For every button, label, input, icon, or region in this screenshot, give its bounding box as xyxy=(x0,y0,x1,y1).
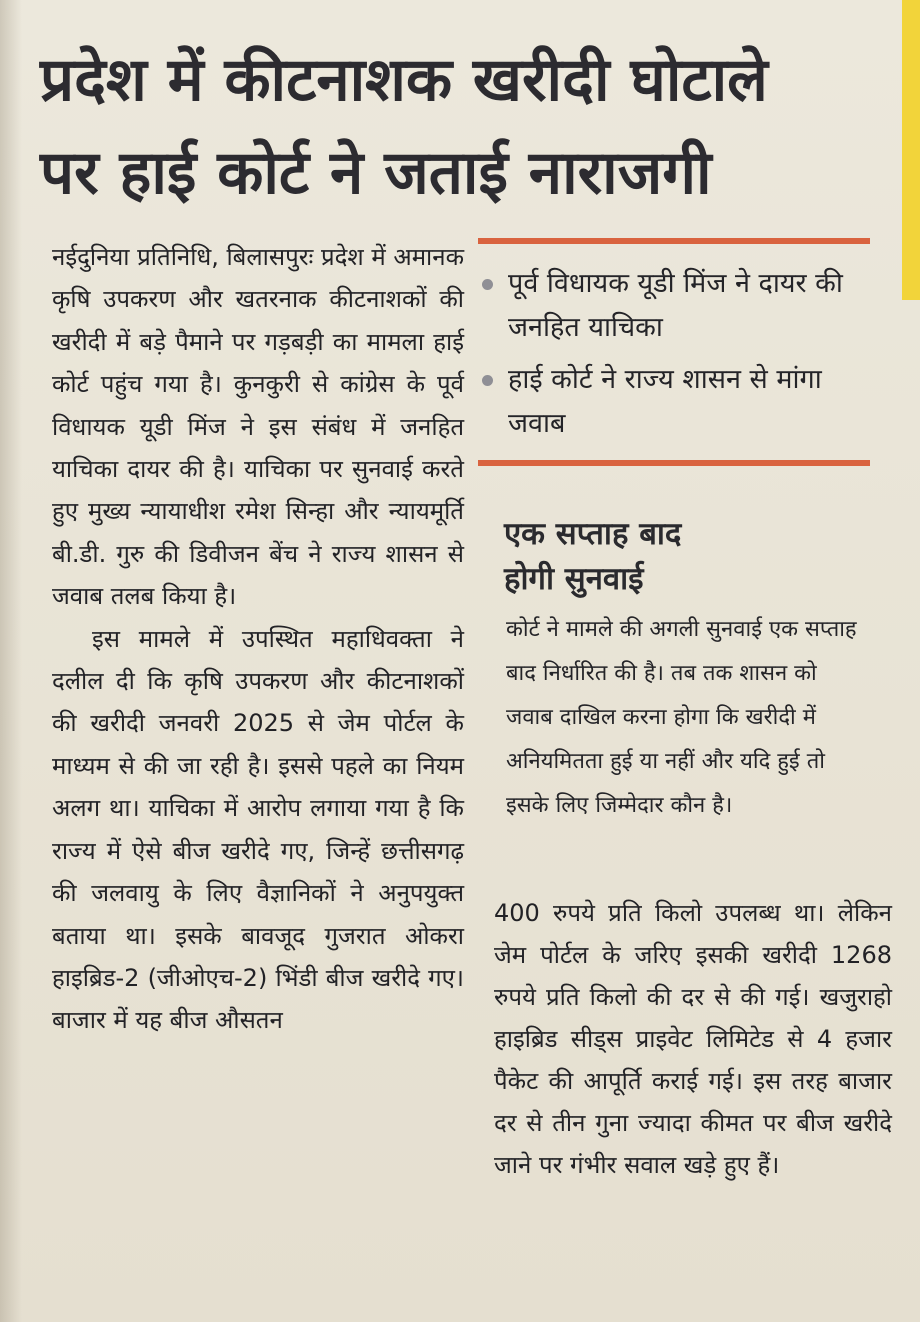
page-edge-shadow xyxy=(0,0,22,1322)
highlight-item xyxy=(478,262,878,350)
highlight-text: पूर्व विधायक यूडी मिंज ने दायर की जनहित याचिका xyxy=(508,268,843,343)
article-paragraph-3: 400 रुपये प्रति किलो उपलब्ध था। लेकिन जेम पोर्टल के जरिए इसकी खरीदी 1268 रुपये प्रति किलो की दर से की गई। खजुराहो हाइब्रिड सीड्स प्राइवेट लिमिटेड से 4 हजार पैकेट की आपूर्ति कराई गई। इस तरह बाजार दर से तीन गुना ज्यादा कीमत पर बीज खरीदे जाने पर गंभीर सवाल खड़े हुए हैं। xyxy=(494,899,892,1179)
highlight-text: हाई कोर्ट ने राज्य शासन से मांगा जवाब xyxy=(508,364,822,439)
highlights-bottom-rule xyxy=(478,460,870,466)
adjacent-page-strip xyxy=(902,0,920,300)
bullet-dot-icon xyxy=(482,279,493,290)
highlights-top-rule xyxy=(478,238,870,244)
bullet-dot-icon xyxy=(482,375,493,386)
headline-line-2: पर हाई कोर्ट ने जताई नाराजगी xyxy=(40,138,712,208)
sidebar-subhead xyxy=(504,512,834,602)
sidebar-body: कोर्ट ने मामले की अगली सुनवाई एक सप्ताह बाद निर्धारित की है। तब तक शासन को जवाब दाखिल करना होगा कि खरीदी में अनियमितता हुई या नहीं और यदि हुई तो इसके लिए जिम्मेदार कौन है। xyxy=(506,617,857,818)
headline xyxy=(40,34,880,220)
article-left-column xyxy=(52,236,464,1042)
headline-line-1: प्रदेश में कीटनाशक खरीदी घोटाले xyxy=(40,45,768,115)
article-paragraph-1: नईदुनिया प्रतिनिधि, बिलासपुरः प्रदेश में अमानक कृषि उपकरण और खतरनाक कीटनाशकों की खरीदी में बड़े पैमाने पर गड़बड़ी का मामला हाई कोर्ट पहुंच गया है। कुनकुरी से कांग्रेस के पूर्व विधायक यूडी मिंज ने इस संबंध में जनहित याचिका दायर की है। याचिका पर सुनवाई करते हुए मुख्य न्यायाधीश रमेश सिन्हा और न्यायमूर्ति बी.डी. गुरु की डिवीजन बेंच ने राज्य शासन से जवाब तलब किया है। xyxy=(52,243,465,611)
sidebar-subhead-line-1: एक सप्ताह बाद xyxy=(504,516,682,552)
highlight-item xyxy=(478,358,878,446)
highlights-list xyxy=(478,262,878,454)
article-paragraph-2: इस मामले में उपस्थित महाधिवक्ता ने दलील दी कि कृषि उपकरण और कीटनाशकों की खरीदी जनवरी 2025 से जेम पोर्टल के माध्यम से की जा रही है। इससे पहले का नियम अलग था। याचिका में आरोप लगाया गया है कि राज्य में ऐसे बीज खरीदे गए, जिन्हें छत्तीसगढ़ की जलवायु के लिए वैज्ञानिकों ने अनुपयुक्त बताया था। इसके बावजूद गुजरात ओकरा हाइब्रिड-2 (जीओएच-2) भिंडी बीज खरीदे गए। बाजार में यह बीज औसतन xyxy=(52,624,464,1035)
sidebar-subhead-line-2: होगी सुनवाई xyxy=(504,561,644,597)
